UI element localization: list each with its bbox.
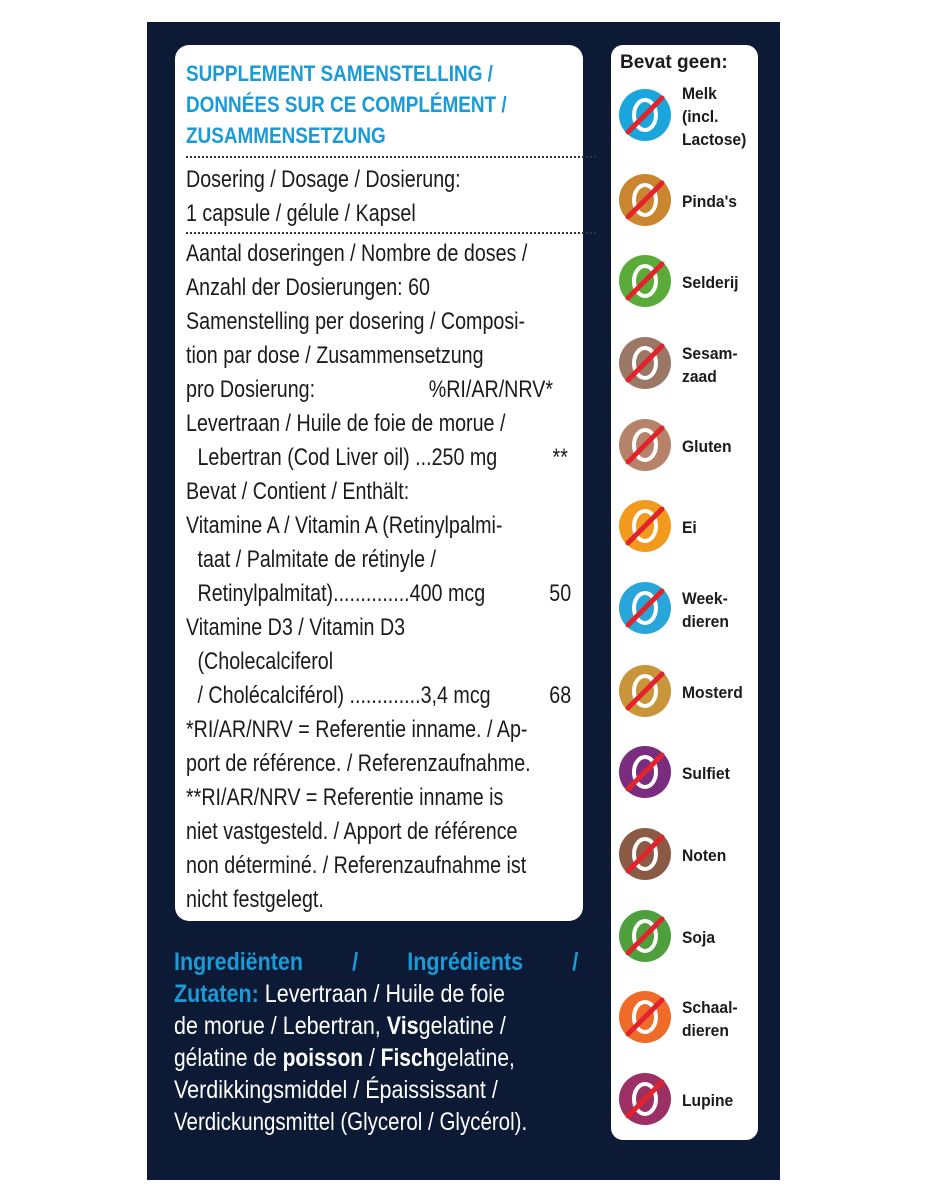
lupin-icon (618, 1072, 672, 1126)
peanut-icon (618, 173, 672, 227)
allergen-label: Ei (682, 518, 697, 537)
allergen-item (618, 745, 758, 801)
allergen-item (618, 499, 758, 555)
allergen-label: Gluten (682, 437, 732, 456)
cod-liver-row: Lebertran (Cod Liver oil) ...250 mg ** (197, 444, 568, 471)
sesame-icon (618, 336, 672, 390)
egg-icon (618, 499, 672, 553)
allergen-label: Soja (682, 928, 716, 947)
supplement-title: SUPPLEMENT SAMENSTELLING / DONNÉES SUR CE COMPLÉMENT / ZUSAMMENSETZUNG (186, 61, 507, 148)
allergen-label: Melk (incl. Lactose) (682, 84, 747, 149)
mustard-icon (618, 664, 672, 718)
allergen-label: Sulfiet (682, 764, 730, 783)
vitamin-a-row: Retinylpalmitat)..............400 mcg 50 (197, 580, 572, 607)
allergen-item (618, 581, 758, 637)
sulphite-icon (618, 745, 672, 799)
allergen-item (618, 336, 758, 392)
allergen-title: Bevat geen: (620, 52, 728, 73)
celery-icon (618, 254, 672, 308)
ingredients-heading: Ingrediënten / Ingrédients / (174, 948, 579, 976)
allergen-item (618, 827, 758, 883)
allergen-label: Pinda's (682, 192, 738, 211)
allergen-item (618, 173, 758, 229)
vitamin-d3-row: / Cholécalciférol) .............3,4 mcg 68 (197, 682, 572, 709)
allergen-label: Mosterd (682, 683, 743, 702)
allergen-item (618, 990, 758, 1046)
allergen-label: Schaal- dieren (682, 998, 738, 1040)
allergen-item (618, 254, 758, 310)
allergen-item (618, 1072, 758, 1128)
allergen-item (618, 84, 758, 149)
allergen-item (618, 664, 758, 720)
shell-icon (618, 581, 672, 635)
ingredients-section: Ingrediënten / Ingrédients / Zutaten: Levertraan / Huile de foie de morue / Lebertran, Visgelatine / gélatine de poisson / Fischgelatine, Verdikkingsmiddel / Épaississant / Verdickungsmittel (Glycerol / Glycérol). (174, 948, 579, 1136)
composition-section: Aantal doseringen / Nombre de doses / Anzahl der Dosierungen: 60 Samenstelling per dosering / Composi- tion par dose / Zusammensetzung pro Dosierung: %RI/AR/NRV* Levertraan / Huile de foie de morue / Lebertran (Cod Liver oil) ...250 mg ** Bevat / Contient / Enthält: Vitamine A / Vitamin A (Retinylpalmi- taat / Palmitate de rétinyle / Retinylpalmitat)..............400 mcg 50 Vitamine D3 / Vitamin D3 (Cholecalciferol / Cholécalciférol) .............3,4 mcg 68 *RI/AR/NRV = Referentie inname. / Ap- port de référence. / Referenzaufnahme. **RI/AR/NRV = Referentie inname is niet vastgesteld. / Apport de référence non déterminé. / Referenzaufnahme ist nicht festgelegt. (186, 240, 572, 913)
milk-icon (618, 88, 672, 142)
allergen-item (618, 418, 758, 474)
soy-icon (618, 909, 672, 963)
ri-header: %RI/AR/NRV* (428, 376, 554, 403)
allergen-label: Sesam- zaad (682, 344, 738, 386)
dosage-section: Dosering / Dosage / Dosierung: 1 capsule / gélule / Kapsel (186, 166, 461, 227)
dotted-divider (186, 156, 596, 158)
nut-icon (618, 827, 672, 881)
allergen-label: Lupine (682, 1091, 734, 1110)
crab-icon (618, 990, 672, 1044)
allergen-label: Week- dieren (682, 589, 729, 631)
allergen-item (618, 909, 758, 965)
allergen-label: Selderij (682, 273, 739, 292)
allergen-label: Noten (682, 846, 727, 865)
ri-header-row: pro Dosierung: %RI/AR/NRV* (186, 373, 531, 407)
wheat-icon (618, 418, 672, 472)
dotted-divider (186, 232, 596, 234)
